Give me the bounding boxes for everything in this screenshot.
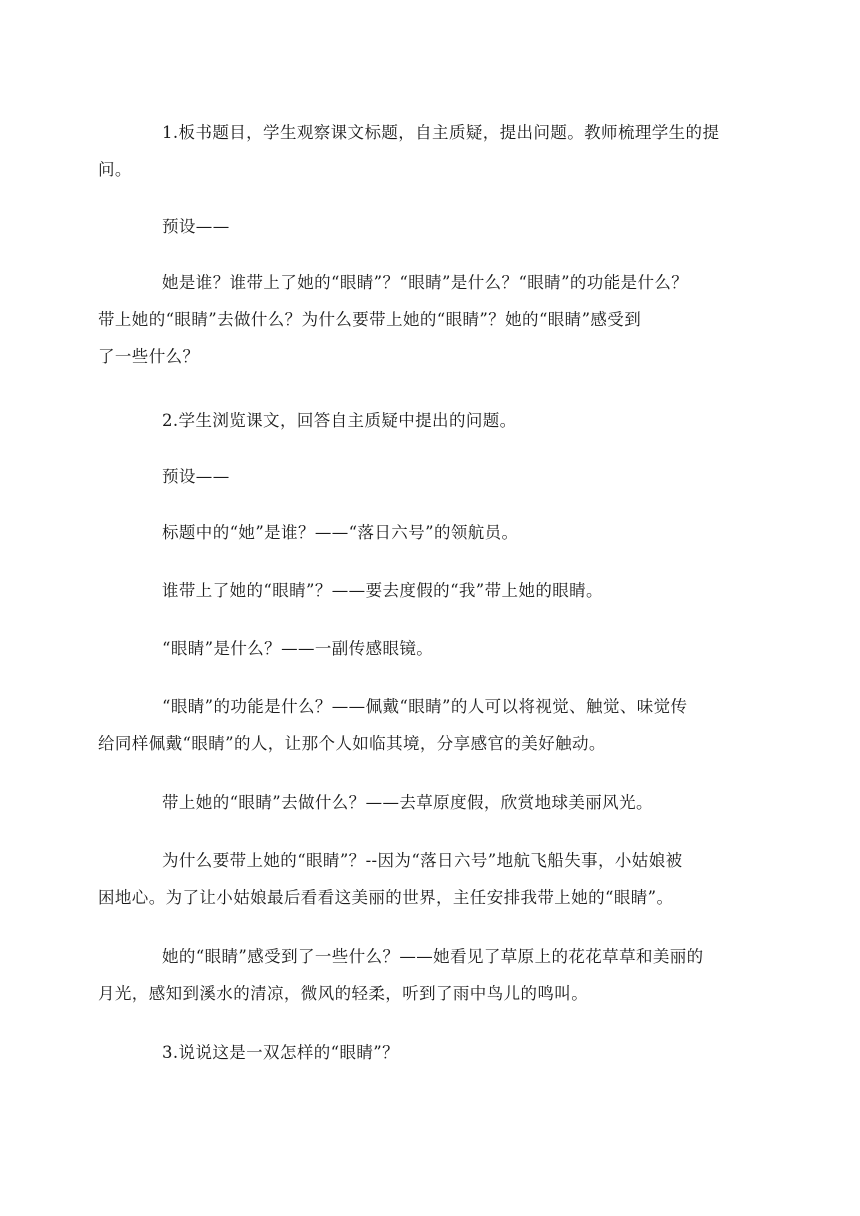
text-line: 预设—— xyxy=(162,217,230,236)
paragraph-13 xyxy=(130,1034,734,1071)
text-line: “眼睛”是什么？——一副传感眼镜。 xyxy=(162,639,434,658)
text-line: 1.板书题目，学生观察课文标题，自主质疑，提出问题。教师梳理学生的提 xyxy=(162,123,720,142)
paragraph-5 xyxy=(130,458,734,495)
paragraph-7 xyxy=(130,572,734,609)
text-line: 标题中的“她”是谁？——“落日六号”的领航员。 xyxy=(162,523,519,542)
text-line: 预设—— xyxy=(162,467,230,486)
paragraph-4 xyxy=(130,402,734,439)
paragraph-12 xyxy=(98,938,734,1012)
text-line: 带上她的“眼睛”去做什么？——去草原度假，欣赏地球美丽风光。 xyxy=(162,793,653,812)
text-line: 她是谁？谁带上了她的“眼睛”？“眼睛”是什么？“眼睛”的功能是什么？ xyxy=(162,273,689,292)
text-line: 带上她的“眼睛”去做什么？为什么要带上她的“眼睛”？她的“眼睛”感受到 xyxy=(98,310,642,329)
text-line: 她的“眼睛”感受到了一些什么？——她看见了草原上的花花草草和美丽的 xyxy=(162,947,704,966)
paragraph-1 xyxy=(98,114,734,188)
text-line: 了一些什么？ xyxy=(98,347,200,366)
text-line: “眼睛”的功能是什么？——佩戴“眼睛”的人可以将视觉、触觉、味觉传 xyxy=(162,697,688,716)
text-line: 为什么要带上她的“眼睛”？--因为“落日六号”地航飞船失事，小姑娘被 xyxy=(162,851,683,870)
text-line: 给同样佩戴“眼睛”的人，让那个人如临其境，分享感官的美好触动。 xyxy=(98,734,606,753)
text-line: 问。 xyxy=(98,160,132,179)
paragraph-8 xyxy=(130,630,734,667)
text-line: 困地心。为了让小姑娘最后看看这美丽的世界，主任安排我带上她的“眼睛”。 xyxy=(98,888,674,907)
text-line: 月光，感知到溪水的清凉，微风的轻柔，听到了雨中鸟儿的鸣叫。 xyxy=(98,984,589,1003)
paragraph-11 xyxy=(98,842,734,916)
paragraph-10 xyxy=(130,784,734,821)
text-line: 2.学生浏览课文，回答自主质疑中提出的问题。 xyxy=(162,411,517,430)
paragraph-2 xyxy=(130,208,734,245)
paragraph-6 xyxy=(130,514,734,551)
paragraph-9 xyxy=(98,688,734,762)
text-line: 谁带上了她的“眼睛”？——要去度假的“我”带上她的眼睛。 xyxy=(162,581,603,600)
text-line: 3.说说这是一双怎样的“眼睛”？ xyxy=(162,1043,400,1062)
paragraph-3 xyxy=(98,264,734,375)
